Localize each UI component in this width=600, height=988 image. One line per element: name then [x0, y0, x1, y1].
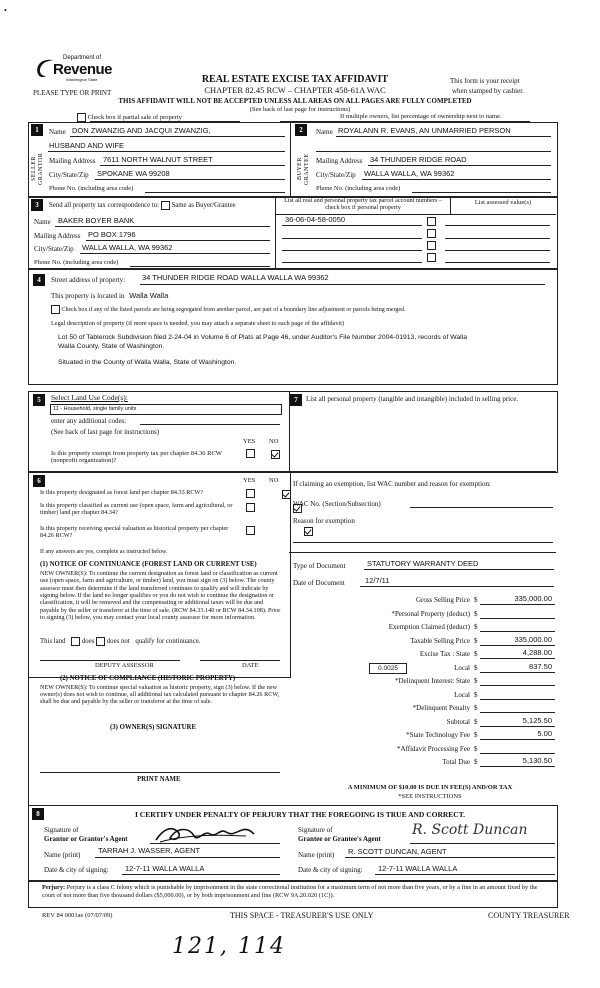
calc-row-label: Taxable Selling Price	[410, 637, 470, 645]
calc-row-dollar: $	[474, 637, 478, 645]
calc-row-underline	[480, 766, 555, 767]
seller-name-1[interactable]: DON ZWANZIG AND JACQUI ZWANZIG,	[72, 126, 211, 135]
calc-row-dollar: $	[474, 677, 478, 685]
grantee-name-label: Name (print)	[298, 851, 335, 859]
taxcorr-city-underline	[80, 253, 270, 254]
continuance-title: (1) NOTICE OF CONTINUANCE (FOREST LAND OR CURRENT USE)	[40, 561, 257, 568]
calc-row-dollar: $	[474, 623, 478, 631]
calc-row-dollar: $	[474, 704, 478, 712]
calc-row-label: Local	[454, 691, 470, 699]
assessed-header: List assessed value(s)	[474, 199, 532, 206]
landuse-no-header: NO	[269, 438, 279, 445]
calc-row-dollar: $	[474, 731, 478, 739]
assessed-line-1	[445, 225, 550, 226]
calc-row-underline	[480, 712, 555, 713]
landuse-code-select[interactable]: 11 - Household, single family units	[50, 404, 282, 415]
section-1-number: 1	[31, 124, 43, 136]
section-6-number: 6	[33, 475, 45, 487]
calc-row-label: *Delinquent Penalty	[412, 704, 470, 712]
located-value[interactable]: Walla Walla	[129, 291, 169, 300]
forest-q3-no-checkbox[interactable]	[304, 527, 313, 536]
calc-row-dollar: $	[474, 610, 478, 618]
grantee-date-label: Date & city of signing:	[298, 866, 363, 874]
form-title: REAL ESTATE EXCISE TAX AFFIDAVIT	[201, 74, 389, 85]
perjury-label: Perjury:	[42, 884, 66, 891]
doc-type-label: Type of Document	[293, 562, 346, 570]
calc-row-value[interactable]: 335,000.00	[514, 594, 552, 603]
deputy-date-label: DATE	[242, 662, 259, 669]
section-8-number: 8	[32, 808, 44, 820]
grantee-date[interactable]: 12-7-11 WALLA WALLA	[378, 864, 458, 873]
calc-row-label: Local	[454, 664, 470, 672]
logo-name: Revenue	[53, 61, 113, 78]
legal-line-2[interactable]: Walla County, State of Washington.	[58, 343, 165, 350]
grantee-name[interactable]: R. SCOTT DUNCAN, AGENT	[348, 847, 447, 856]
taxcorr-city[interactable]: WALLA WALLA, WA 99362	[82, 243, 173, 252]
calc-row-dollar: $	[474, 596, 478, 604]
landuse-label: Select Land Use Code(s):	[51, 393, 128, 402]
forest-q2-yes-checkbox[interactable]	[246, 503, 255, 512]
please-type: PLEASE TYPE OR PRINT	[33, 89, 112, 97]
seller-phone-underline	[145, 192, 285, 193]
grantor-name-label: Name (print)	[44, 851, 81, 859]
taxcorr-mailing-underline	[86, 240, 270, 241]
buyer-side-label: BUYER GRANTEE	[297, 153, 310, 185]
forest-yes-header: YES	[243, 477, 256, 484]
parcel-line-2	[282, 238, 422, 239]
segregated-checkbox[interactable]	[51, 305, 60, 314]
compliance-title: (2) NOTICE OF COMPLIANCE (HISTORIC PROPERTY)	[60, 675, 236, 682]
doc-type[interactable]: STATUTORY WARRANTY DEED	[367, 559, 479, 568]
calc-row-dollar: $	[474, 745, 478, 753]
calc-row-dollar: $	[474, 691, 478, 699]
grantee-sig-underline	[410, 843, 555, 844]
forest-q1-no-checkbox[interactable]	[282, 490, 291, 499]
forest-question-3: Is this property receiving special valuation as historical property per chapter 84.26 RCW?	[40, 525, 229, 540]
qualify-label: qualify for continuance.	[135, 638, 201, 646]
additional-codes-label: enter any additional codes:	[51, 417, 127, 425]
calc-row-underline	[480, 685, 555, 686]
forest-no-header: NO	[269, 477, 279, 484]
taxcorr-name-underline	[55, 226, 270, 227]
see-instructions-note: *SEE INSTRUCTIONS	[398, 793, 462, 800]
located-label	[51, 292, 168, 301]
buyer-mailing-label: Mailing Address	[316, 157, 363, 165]
parcel-line-3	[282, 250, 422, 251]
buyer-phone-underline	[412, 192, 551, 193]
calc-row-underline	[480, 739, 555, 740]
reason-label: Reason for exemption	[293, 517, 355, 525]
calc-row-underline	[480, 672, 555, 673]
seller-phone-label: Phone No. (including area code)	[49, 185, 134, 192]
doc-date-underline	[360, 586, 554, 587]
taxcorr-phone-label: Phone No. (including area code)	[34, 259, 119, 266]
seller-city-label: City/State/Zip	[49, 171, 89, 179]
seller-mailing-underline	[100, 165, 285, 166]
grantor-sig-underline	[150, 843, 280, 844]
grantor-name-underline	[95, 857, 280, 858]
grantor-name[interactable]: TARRAH J. WASSER, AGENT	[98, 846, 201, 855]
legal-line-1[interactable]: Lot 50 of Tablerock Subdivision filed 2-24-04 in Volume 6 of Plats at Page 46, under Auditor's File Number 2004-01913, records of Walla	[58, 334, 467, 341]
forest-question-2: Is this property classified as current use (open space, farm and agricultural, or timber) land per chapter 84.34?	[40, 502, 233, 517]
grantee-signature[interactable]: R. Scott Duncan	[412, 822, 528, 838]
seller-name-2[interactable]: HUSBAND AND WIFE	[49, 141, 125, 150]
local-rate-box[interactable]: 0.0025	[369, 663, 407, 674]
landuse-yes-header: YES	[243, 438, 256, 445]
calc-row-label: Total Due	[442, 758, 470, 766]
seller-city-underline	[95, 179, 285, 180]
county-treasurer: COUNTY TREASURER	[488, 911, 570, 920]
partial-sale-label: Check box if partial sale of property	[87, 113, 182, 121]
forest-q3-yes-checkbox[interactable]	[246, 526, 255, 535]
buyer-mailing[interactable]: 34 THUNDER RIDGE ROAD	[370, 155, 467, 164]
calc-row-underline	[480, 631, 555, 632]
parcel-line-4	[282, 262, 422, 263]
taxcorr-name[interactable]: BAKER BOYER BANK	[58, 216, 135, 225]
same-as-buyer-checkbox[interactable]	[161, 201, 170, 210]
reason-underline	[293, 542, 553, 543]
taxcorr-phone-underline	[130, 266, 270, 267]
additional-codes-underline	[140, 424, 280, 425]
wac-underline	[410, 507, 553, 508]
does-not-checkbox[interactable]	[96, 637, 105, 646]
calc-row-value[interactable]: 5.00	[537, 729, 552, 738]
calc-row-underline	[480, 645, 555, 646]
wac-label: WAC No. (Section/Subsection)	[293, 500, 381, 508]
does-not-label: does not	[106, 638, 130, 646]
grantor-date-label: Date & city of signing:	[44, 866, 109, 874]
buyer-name-1[interactable]: ROYALANN R. EVANS, AN UNMARRIED PERSON	[338, 126, 511, 135]
exemption-question: If claiming an exemption, list WAC number and reason for exemption:	[293, 480, 491, 488]
this-land-label: This land	[40, 638, 66, 646]
buyer-name-label: Name	[316, 128, 333, 136]
same-as-buyer-label: Same as Buyer/Grantee	[171, 202, 236, 210]
calc-row-value[interactable]: 837.50	[529, 662, 552, 671]
dor-logo	[33, 52, 113, 86]
multiple-owners-note: If multiple owners, list percentage of ownership next to name.	[340, 113, 502, 120]
calc-row-value[interactable]: 4,288.00	[522, 648, 552, 657]
calc-row-value[interactable]: 5,130.50	[522, 756, 552, 765]
calc-top-rule	[289, 471, 556, 472]
street-underline	[140, 284, 545, 285]
seller-side-label: SELLER GRANTOR	[31, 152, 44, 186]
if-yes-note: If any answers are yes, complete as instructed below.	[40, 549, 168, 555]
calc-mid-rule	[289, 552, 556, 553]
calc-row-underline	[480, 604, 555, 605]
print-name-label: PRINT NAME	[137, 776, 181, 783]
parcel-header: List all real and personal property tax parcel account numbers – check box if personal property	[284, 197, 442, 212]
owner-signature-underline	[40, 772, 280, 773]
calc-row-underline	[480, 699, 555, 700]
grantor-date-underline	[122, 874, 280, 875]
calc-row-value[interactable]: 335,000.00	[514, 635, 552, 644]
handwritten-number: 121, 114	[172, 934, 286, 959]
corner-mark: •	[4, 6, 7, 15]
personal-property-checkbox-3[interactable]	[427, 241, 436, 250]
segregated-row	[51, 305, 551, 314]
taxcorr-name-label: Name	[34, 218, 51, 226]
forest-question-1: Is this property designated as forest land per chapter 84.33 RCW?	[40, 489, 204, 496]
continuance-text: NEW OWNER(S): To continue the current designation as forest land or classification as current use (open space, farm and agriculture, or timber) land, you must sign on (3) below. The county assessor must then determine if the land transferred continues to qualify and will indicate by signing below. If the land no longer qualifies or you do not wish to continue the designation or classification, it will be removed and the compensating or additional taxes will be due and payable by the seller or transferor at the time of sale. (RCW 84.33.140 or RCW 84.34.108). Prior to signing (3) below, you may contact your local county assessor for more information.	[40, 570, 281, 621]
deputy-date-underline	[200, 660, 280, 661]
section-2-number: 2	[295, 124, 307, 136]
does-checkbox[interactable]	[71, 637, 80, 646]
street-address[interactable]: 34 THUNDER RIDGE ROAD WALLA WALLA WA 99362	[142, 273, 329, 282]
logo-state: Washington State	[66, 77, 98, 82]
personal-property-label: List all personal property (tangible and intangible) included in selling price.	[306, 395, 519, 403]
calc-row-underline	[480, 618, 555, 619]
seller-city[interactable]: SPOKANE WA 99208	[97, 169, 170, 178]
seller-name2-underline	[48, 151, 285, 152]
located-label-text: This property is located in	[51, 292, 125, 300]
buyer-city[interactable]: WALLA WALLA, WA 99362	[364, 169, 455, 178]
calc-row-label: *Personal Property (deduct)	[391, 610, 470, 618]
receipt-note-2: when stamped by cashier.	[452, 87, 524, 95]
calc-row-label: Exemption Claimed (deduct)	[388, 623, 470, 631]
taxcorr-mailing[interactable]: PO BOX 1796	[88, 230, 136, 239]
doc-date[interactable]: 12/7/11	[365, 576, 390, 585]
grantor-sig-label: Signature of	[44, 826, 79, 834]
calc-row-underline	[480, 658, 555, 659]
grantor-date[interactable]: 12-7-11 WALLA WALLA	[125, 864, 205, 873]
minimum-note: A MINIMUM OF $10.00 IS DUE IN FEE(S) AND/OR TAX	[347, 784, 513, 791]
calc-row-dollar: $	[474, 664, 478, 672]
calc-row-value[interactable]: 5,125.50	[522, 716, 552, 725]
forest-q1-yes-checkbox[interactable]	[246, 489, 255, 498]
section-4-number: 4	[33, 274, 45, 286]
grantor-agent-label: Grantor or Grantor's Agent	[44, 835, 128, 843]
seller-buyer-divider	[290, 122, 291, 196]
personal-property-checkbox-1[interactable]	[427, 217, 436, 226]
grantee-sig-label: Signature of	[298, 826, 333, 834]
calc-row-underline	[480, 726, 555, 727]
calc-row-label: Excise Tax : State	[419, 650, 470, 658]
buyer-name2-underline	[316, 151, 551, 152]
calc-row-underline	[480, 753, 555, 754]
certify-text: I CERTIFY UNDER PENALTY OF PERJURY THAT THE FOREGOING IS TRUE AND CORRECT.	[135, 810, 466, 819]
legal-label: Legal description of property (if more space is needed, you may attach a separate sheet to each page of the affidavit)	[51, 320, 345, 327]
assessed-line-2	[445, 238, 550, 239]
seller-mailing[interactable]: 7611 NORTH WALNUT STREET	[103, 155, 213, 164]
receipt-note-1: This form is your receipt	[450, 77, 520, 85]
segregated-label: Check box if any of the listed parcels are being segregated from another parcel, are part of a boundary line adjustment or parcels being merged.	[61, 306, 406, 313]
taxcorr-label-text: Send all property tax correspondence to:	[49, 202, 160, 210]
calc-row-dollar: $	[474, 758, 478, 766]
parcel-number-1[interactable]: 36-06-04-58-0050	[285, 215, 346, 224]
deputy-assessor-label: DEPUTY ASSESSOR	[95, 662, 154, 669]
see-back-header: (See back of last page for instructions)	[249, 106, 351, 113]
this-land-row	[40, 637, 200, 646]
does-label: does	[81, 638, 95, 646]
personal-property-checkbox-2[interactable]	[427, 229, 436, 238]
owner-signature-label: (3) OWNER(S) SIGNATURE	[110, 724, 196, 731]
section-7-number: 7	[290, 394, 302, 406]
perjury-text-block	[42, 884, 547, 899]
deputy-underline	[40, 660, 180, 661]
logo-dept: Department of	[63, 55, 102, 61]
calc-row-dollar: $	[474, 718, 478, 726]
section3-divider	[275, 196, 276, 268]
calc-row-label: *State Technology Fee	[406, 731, 470, 739]
calc-row-label: *Affidavit Processing Fee	[397, 745, 470, 753]
seller-mailing-label: Mailing Address	[49, 157, 96, 165]
buyer-city-underline	[362, 179, 551, 180]
grantee-date-underline	[375, 874, 555, 875]
calc-row-label: Gross Selling Price	[415, 596, 470, 604]
perjury-text: Perjury is a class C felony which is punishable by imprisonment in the state correctional institution for a maximum term of not more than five years, or by a fine in an amount fixed by the court of not more than five thousand dollars ($5,000.00), or by both imprisonment and fine (RCW 9A.20.020 (1C)).	[42, 884, 538, 899]
buyer-phone-label: Phone No. (including area code)	[316, 185, 401, 192]
rev-number: REV 84 0001ae (07/07/09)	[42, 912, 113, 919]
assessed-line-3	[445, 250, 550, 251]
assessed-line-4	[445, 262, 550, 263]
exempt-yes-checkbox[interactable]	[246, 449, 255, 458]
exempt-question: Is this property exempt from property tax per chapter 84.36 RCW (nonprofit organization)?	[51, 450, 222, 465]
parcel-header-divider	[450, 196, 451, 214]
not-accepted-warning: THIS AFFIDAVIT WILL NOT BE ACCEPTED UNLESS ALL AREAS ON ALL PAGES ARE FULLY COMPLETED	[118, 97, 472, 105]
doc-date-label: Date of Document	[293, 579, 345, 587]
calc-row-label: *Delinquent Interest: State	[394, 677, 470, 685]
seller-name-underline	[70, 136, 285, 137]
compliance-text: NEW OWNER(S): To continue special valuation as historic property, sign (3) below. If the new owner(s) does not wish to continue, all additional tax calculated pursuant to chapter 84.26 RCW, shall be due and payable by the seller or transferor at the time of sale.	[40, 684, 280, 706]
buyer-name-underline	[336, 136, 551, 137]
landuse-see-back: (See back of last page for instructions)	[51, 428, 160, 436]
street-label: Street address of property:	[51, 276, 126, 284]
taxcorr-mailing-label: Mailing Address	[34, 232, 81, 240]
exempt-no-checkbox[interactable]	[271, 450, 280, 459]
partial-sale-checkbox[interactable]	[77, 113, 86, 122]
forest-left-rule	[28, 676, 29, 805]
section-3-number: 3	[31, 199, 43, 211]
buyer-mailing-underline	[368, 165, 551, 166]
section-5-number: 5	[33, 394, 45, 406]
parcel-line-1	[282, 225, 422, 226]
seller-name-label: Name	[49, 128, 66, 136]
calc-row-label: Subtotal	[446, 718, 470, 726]
doc-type-underline	[364, 569, 554, 570]
form-chapter: CHAPTER 82.45 RCW – CHAPTER 458-61A WAC	[204, 85, 386, 95]
treasurer-use: THIS SPACE - TREASURER'S USE ONLY	[230, 911, 374, 920]
grantee-name-underline	[345, 857, 555, 858]
taxcorr-city-label: City/State/Zip	[34, 245, 74, 253]
personal-property-checkbox-4[interactable]	[427, 253, 436, 262]
grantee-agent-label: Grantee or Grantee's Agent	[298, 835, 381, 843]
buyer-city-label: City/State/Zip	[316, 171, 356, 179]
taxcorr-label	[49, 201, 236, 210]
calc-row-dollar: $	[474, 650, 478, 658]
legal-line-3[interactable]: Situated in the County of Walla Walla, State of Washington.	[58, 359, 237, 366]
